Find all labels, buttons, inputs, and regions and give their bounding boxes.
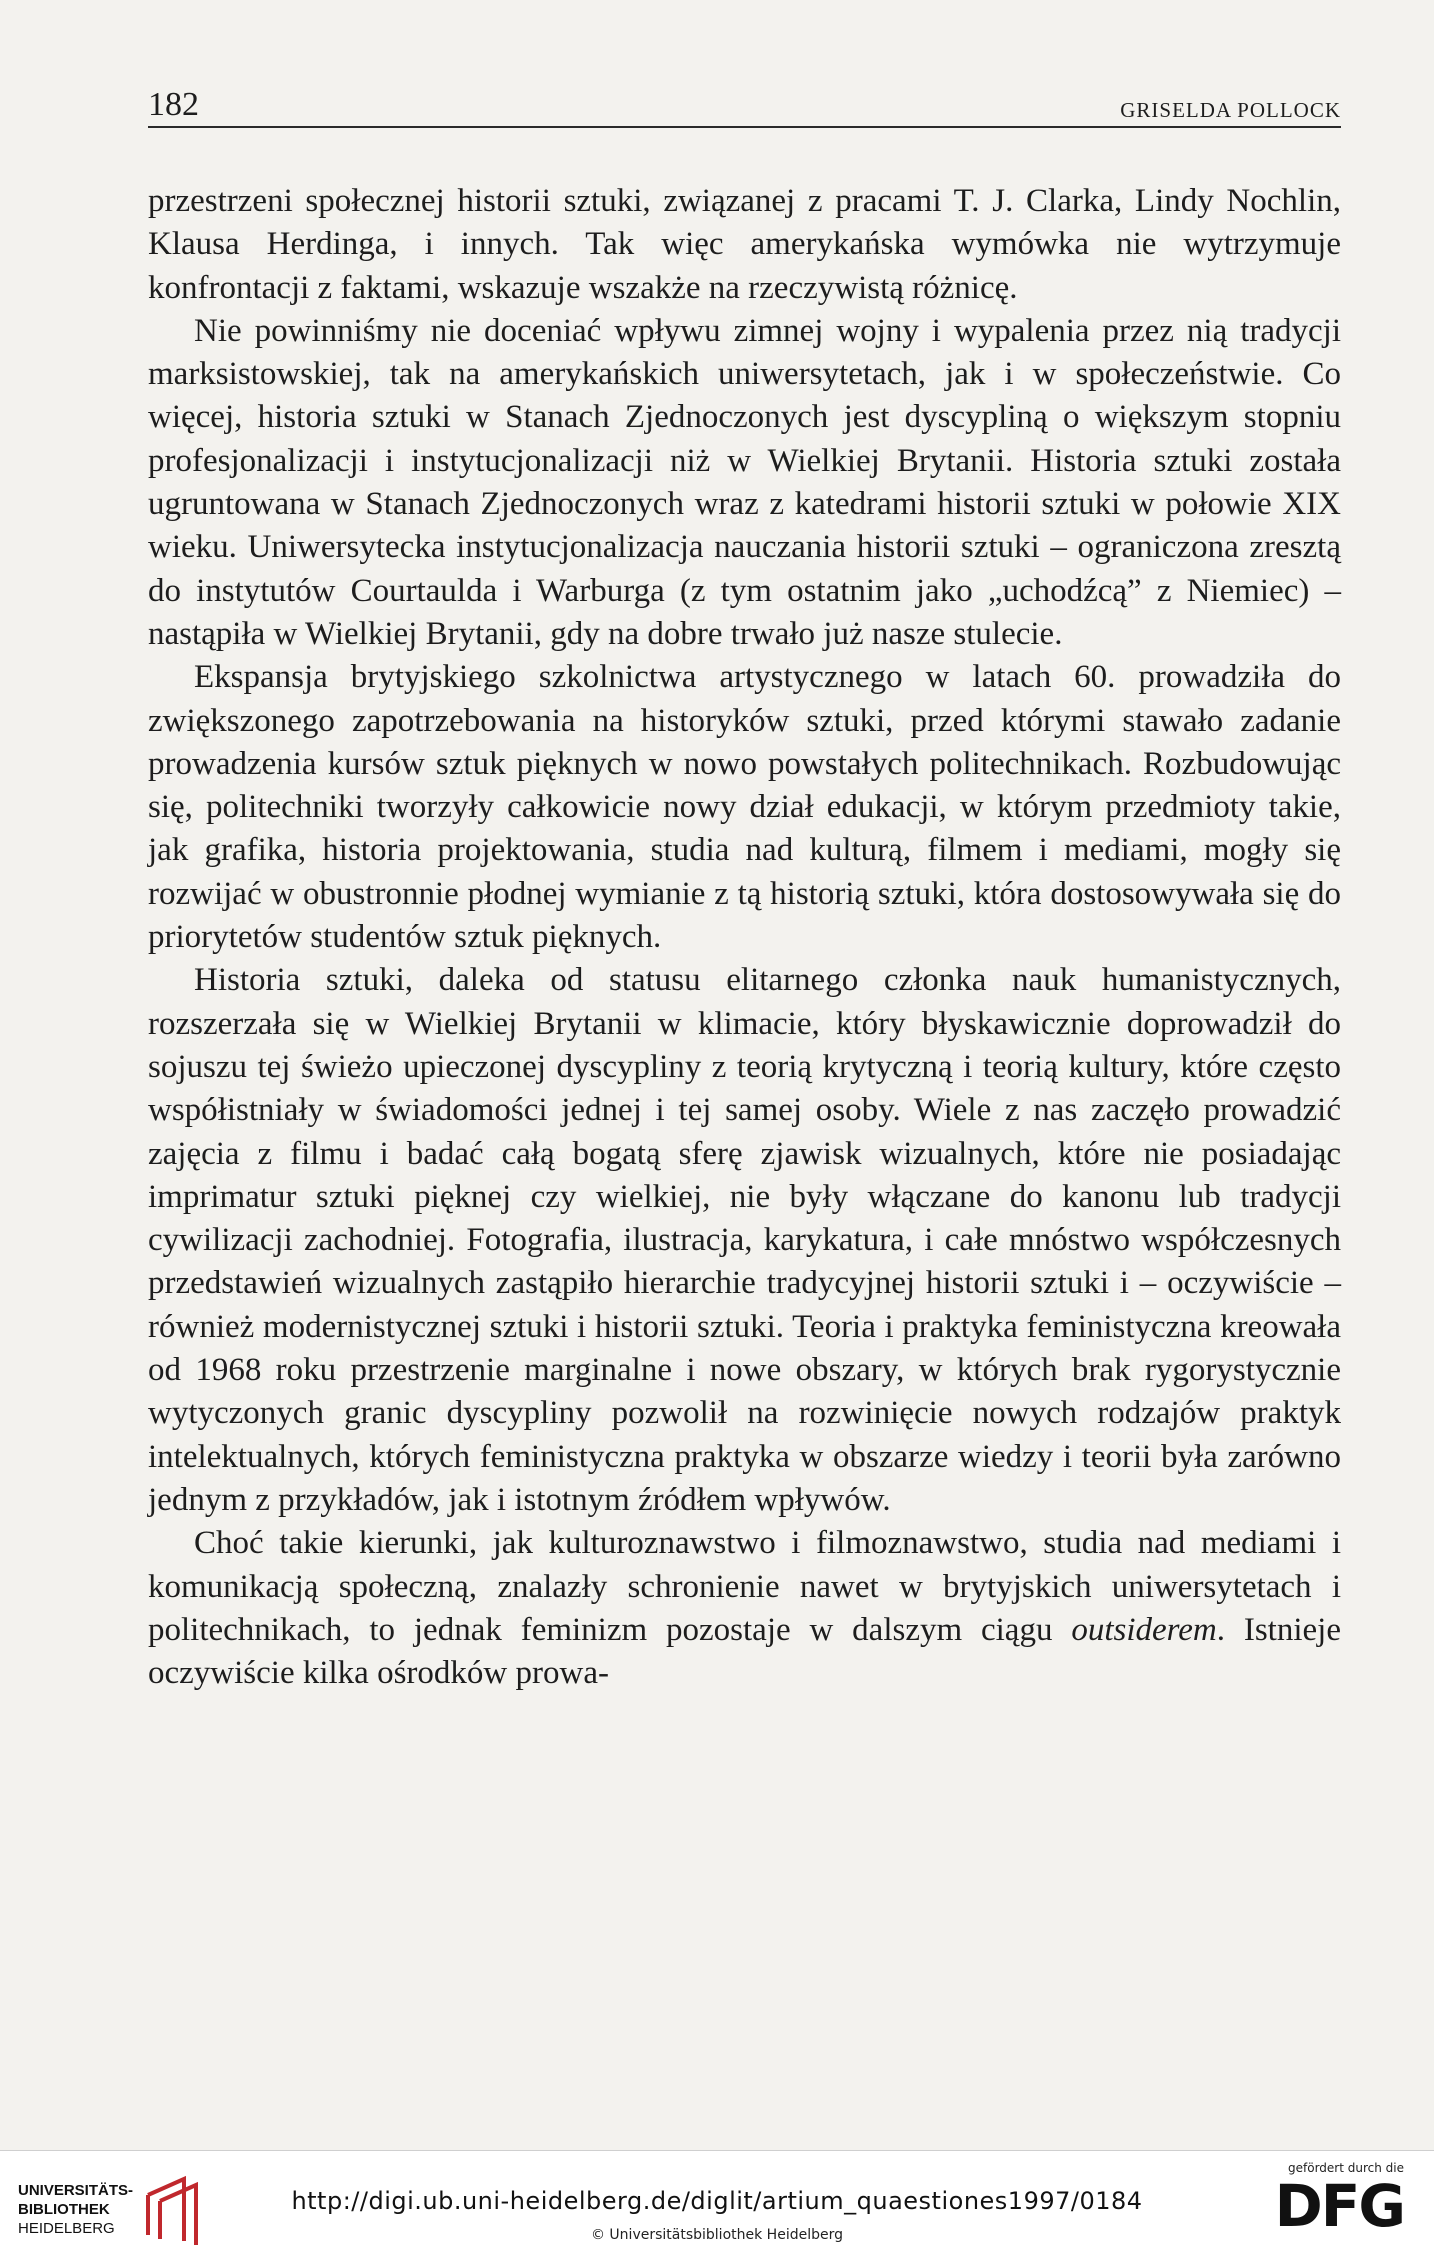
paragraph: Ekspansja brytyjskiego szkolnictwa artystycznego w latach 60. prowadziła do zwiększonego zapotrzebowania na historyków sztuki, przed którymi stawało zadanie prowadzenia kursów sztuk pięknych w nowo powstałych politechnikach. Rozbudowując się, politechniki tworzyły całkowicie nowy dział edukacji, w którym przedmioty takie, jak grafika, historia projektowania, studia nad kulturą, filmem i mediami, mogły się rozwijać w obustronnie płodnej wymianie z tą historią sztuki, która dostosowywała się do priorytetów studentów sztuk pięknych.	[148, 659, 1341, 956]
dfg-logo-block[interactable]	[1274, 2161, 1404, 2240]
body-text	[148, 180, 1341, 1695]
paragraph-text: . Istnieje oczywiście kilka ośrodków prowa-	[148, 1611, 1341, 1692]
permalink-url[interactable]: http://digi.ub.uni-heidelberg.de/diglit/artium_quaestiones1997/0184	[291, 2187, 1143, 2215]
library-name-line: BIBLIOTHEK	[18, 2201, 110, 2218]
paragraph: przestrzeni społecznej historii sztuki, związanej z pracami T. J. Clarka, Lindy Nochlin, Klausa Herdinga, i innych. Tak więc amerykańska wymówka nie wytrzymuje konfrontacji z faktami, wskazuje wszakże na rzeczywistą różnicę.	[148, 183, 1341, 306]
library-name-line: HEIDELBERG	[18, 2220, 115, 2237]
paragraph-text: Choć takie kierunki, jak kulturoznawstwo i filmoznawstwo, studia nad mediami i komunikacją społeczną, znalazły schronienie nawet w brytyjskich uniwersytetach i politechnikach, to jednak feminizm pozostaje w dalszym ciągu	[148, 1525, 1341, 1648]
paragraph: Nie powinniśmy nie doceniać wpływu zimnej wojny i wypalenia przez nią tradycji marksistowskiej, tak na amerykańskich uniwersytetach, jak i w społeczeństwie. Co więcej, historia sztuki w Stanach Zjednoczonych jest dyscypliną o większym stopniu profesjonalizacji i instytucjonalizacji niż w Wielkiej Brytanii. Historia sztuki została ugruntowana w Stanach Zjednoczonych wraz z katedrami historii sztuki w połowie XIX wieku. Uniwersytecka instytucjonalizacja nauczania historii sztuki – ograniczona zresztą do instytutów Courtaulda i Warburga (z tym ostatnim jako „uchodźcą” z Niemiec) – nastąpiła w Wielkiej Brytanii, gdy na dobre trwało już nasze stulecie.	[148, 312, 1341, 652]
italic-term: outsiderem	[1071, 1611, 1217, 1648]
paragraph-last	[148, 1522, 1341, 1695]
dfg-logo: DFG	[1274, 2172, 1404, 2240]
header-rule	[148, 126, 1341, 128]
library-name-line: UNIVERSITÄTS-	[18, 2182, 134, 2199]
paragraph: Historia sztuki, daleka od statusu elitarnego członka nauk humanistycznych, rozszerzała się w Wielkiej Brytanii w klimacie, który błyskawicznie doprowadził do sojuszu tej świeżo upieczonej dyscypliny z teorią krytyczną i teorią kultury, które często współistniały w świadomości jednej i tej samej osoby. Wiele z nas zaczęło prowadzić zajęcia z filmu i badać całą bogatą sferę zjawisk wizualnych, które nie posiadając imprimatur sztuki pięknej czy wielkiej, nie były włączane do kanonu lub tradycji cywilizacji zachodniej. Fotografia, ilustracja, karykatura, i całe mnóstwo współczesnych przedstawień wizualnych zastąpiło hierarchie tradycyjnej historii sztuki i – oczywiście – również modernistycznej sztuki i historii sztuki. Teoria i praktyka feministyczna kreowała od 1968 roku przestrzenie marginalne i nowe obszary, w których brak rygorystycznie wytyczonych granic dyscypliny pozwolił na rozwinięcie nowych rodzajów praktyk intelektualnych, których feministyczna praktyka w obszarze wiedzy i teorii była zarówno jednym z przykładów, jak i istotnym źródłem wpływów.	[148, 962, 1341, 1518]
page-number: 182	[148, 86, 199, 123]
copyright-notice: © Universitätsbibliothek Heidelberg	[590, 2227, 843, 2243]
viewer-footer	[0, 2150, 1434, 2260]
running-head: GRISELDA POLLOCK	[1120, 98, 1341, 122]
dfg-caption: gefördert durch die	[1288, 2161, 1404, 2175]
